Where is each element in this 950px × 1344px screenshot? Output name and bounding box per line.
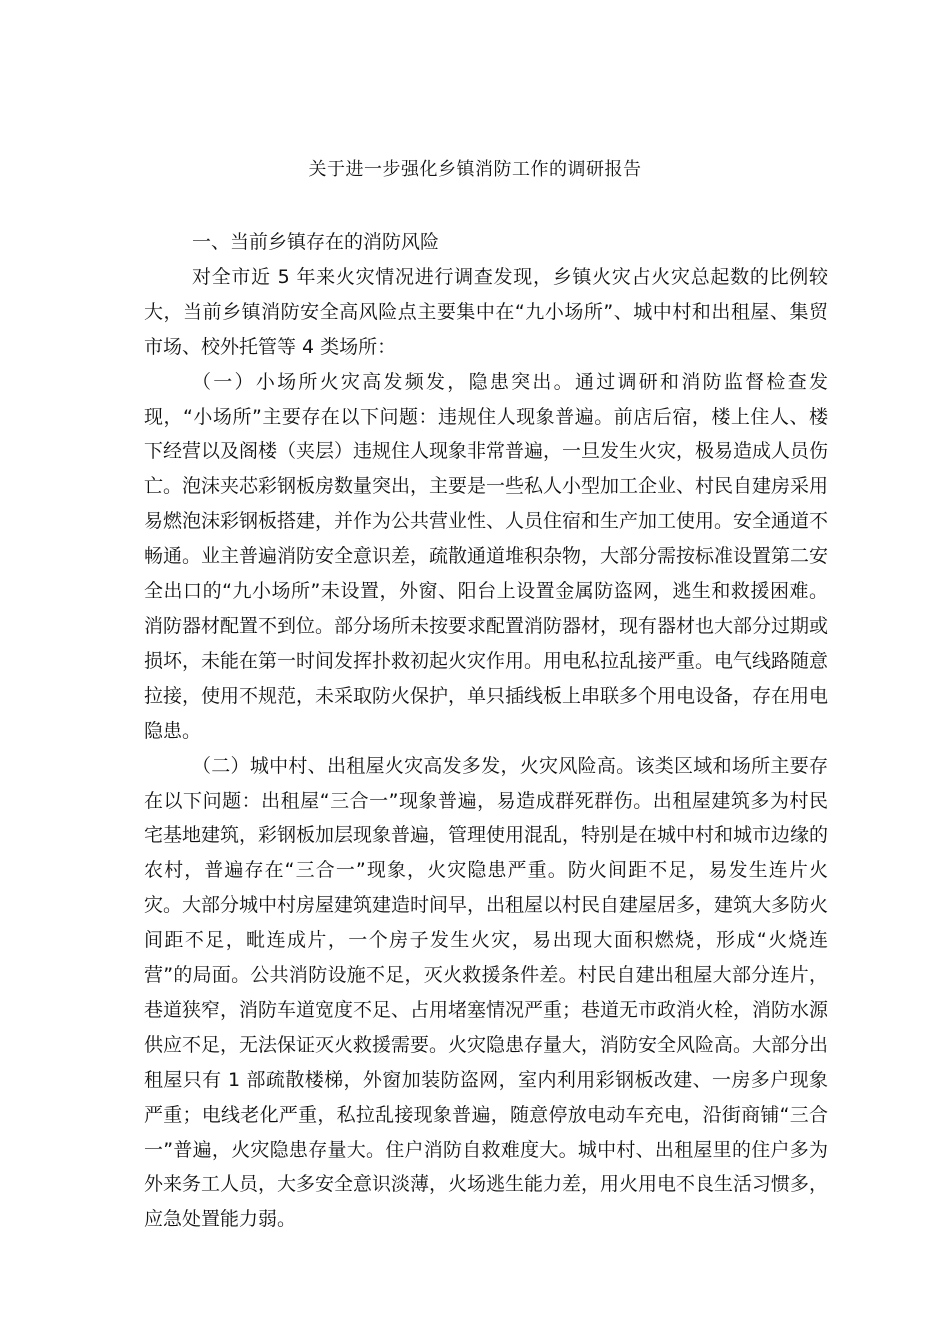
subsection-1-paragraph: （一）小场所火灾高发频发，隐患突出。通过调研和消防监督检查发现，“小场所”主要存在以下问题：违规住人现象普遍。前店后宿，楼上住人、楼下经营以及阁楼（夹层）违规住人现象非常普遍，一旦发生火灾，极易造成人员伤亡。泡沫夹芯彩钢板房数量突出，主要是一些私人小型加工企业、村民自建房采用易燃泡沫彩钢板搭建，并作为公共营业性、人员住宿和生产加工使用。安全通道不畅通。业主普遍消防安全意识差，疏散通道堆积杂物，大部分需按标准设置第二安全出口的“九小场所”未设置，外窗、阳台上设置金属防盗网，逃生和救援困难。消防器材配置不到位。部分场所未按要求配置消防器材，现有器材也大部分过期或损坏，未能在第一时间发挥扑救初起火灾作用。用电私拉乱接严重。电气线路随意拉接，使用不规范，未采取防火保护，单只插线板上串联多个用电设备，存在用电隐患。 — [144, 370, 829, 742]
section-heading: 一、当前乡镇存在的消防风险 — [192, 231, 440, 253]
subsection-2-paragraph: （二）城中村、出租屋火灾高发多发，火灾风险高。该类区域和场所主要存在以下问题：出租屋“三合一”现象普遍，易造成群死群伤。出租屋建筑多为村民宅基地建筑，彩钢板加层现象普遍，管理使用混乱，特别是在城中村和城市边缘的农村，普遍存在“三合一”现象，火灾隐患严重。防火间距不足，易发生连片火灾。大部分城中村房屋建筑建造时间早，出租屋以村民自建屋居多，建筑大多防火间距不足，毗连成片，一个房子发生火灾，易出现大面积燃烧，形成“火烧连营”的局面。公共消防设施不足，灭火救援条件差。村民自建出租屋大部分连片，巷道狭窄，消防车道宽度不足、占用堵塞情况严重；巷道无市政消火栓，消防水源供应不足，无法保证灭火救援需要。火灾隐患存量大，消防安全风险高。大部分出租屋只有 1 部疏散楼梯，外窗加装防盗网，室内利用彩钢板改建、一房多户现象严重；电线老化严重，私拉乱接现象普遍，随意停放电动车充电，沿街商铺“三合一”普遍，火灾隐患存量大。住户消防自救难度大。城中村、出租屋里的住户多为外来务工人员，大多安全意识淡薄，火场逃生能力差，用火用电不良生活习惯多，应急处置能力弱。 — [144, 754, 829, 1231]
document-body — [144, 225, 828, 1237]
document-title: 关于进一步强化乡镇消防工作的调研报告 — [308, 159, 642, 180]
intro-paragraph: 对全市近 5 年来火灾情况进行调查发现，乡镇火灾占火灾总起数的比例较大，当前乡镇消防安全高风险点主要集中在“九小场所”、城中村和出租屋、集贸市场、校外托管等 4 类场所： — [144, 265, 828, 358]
